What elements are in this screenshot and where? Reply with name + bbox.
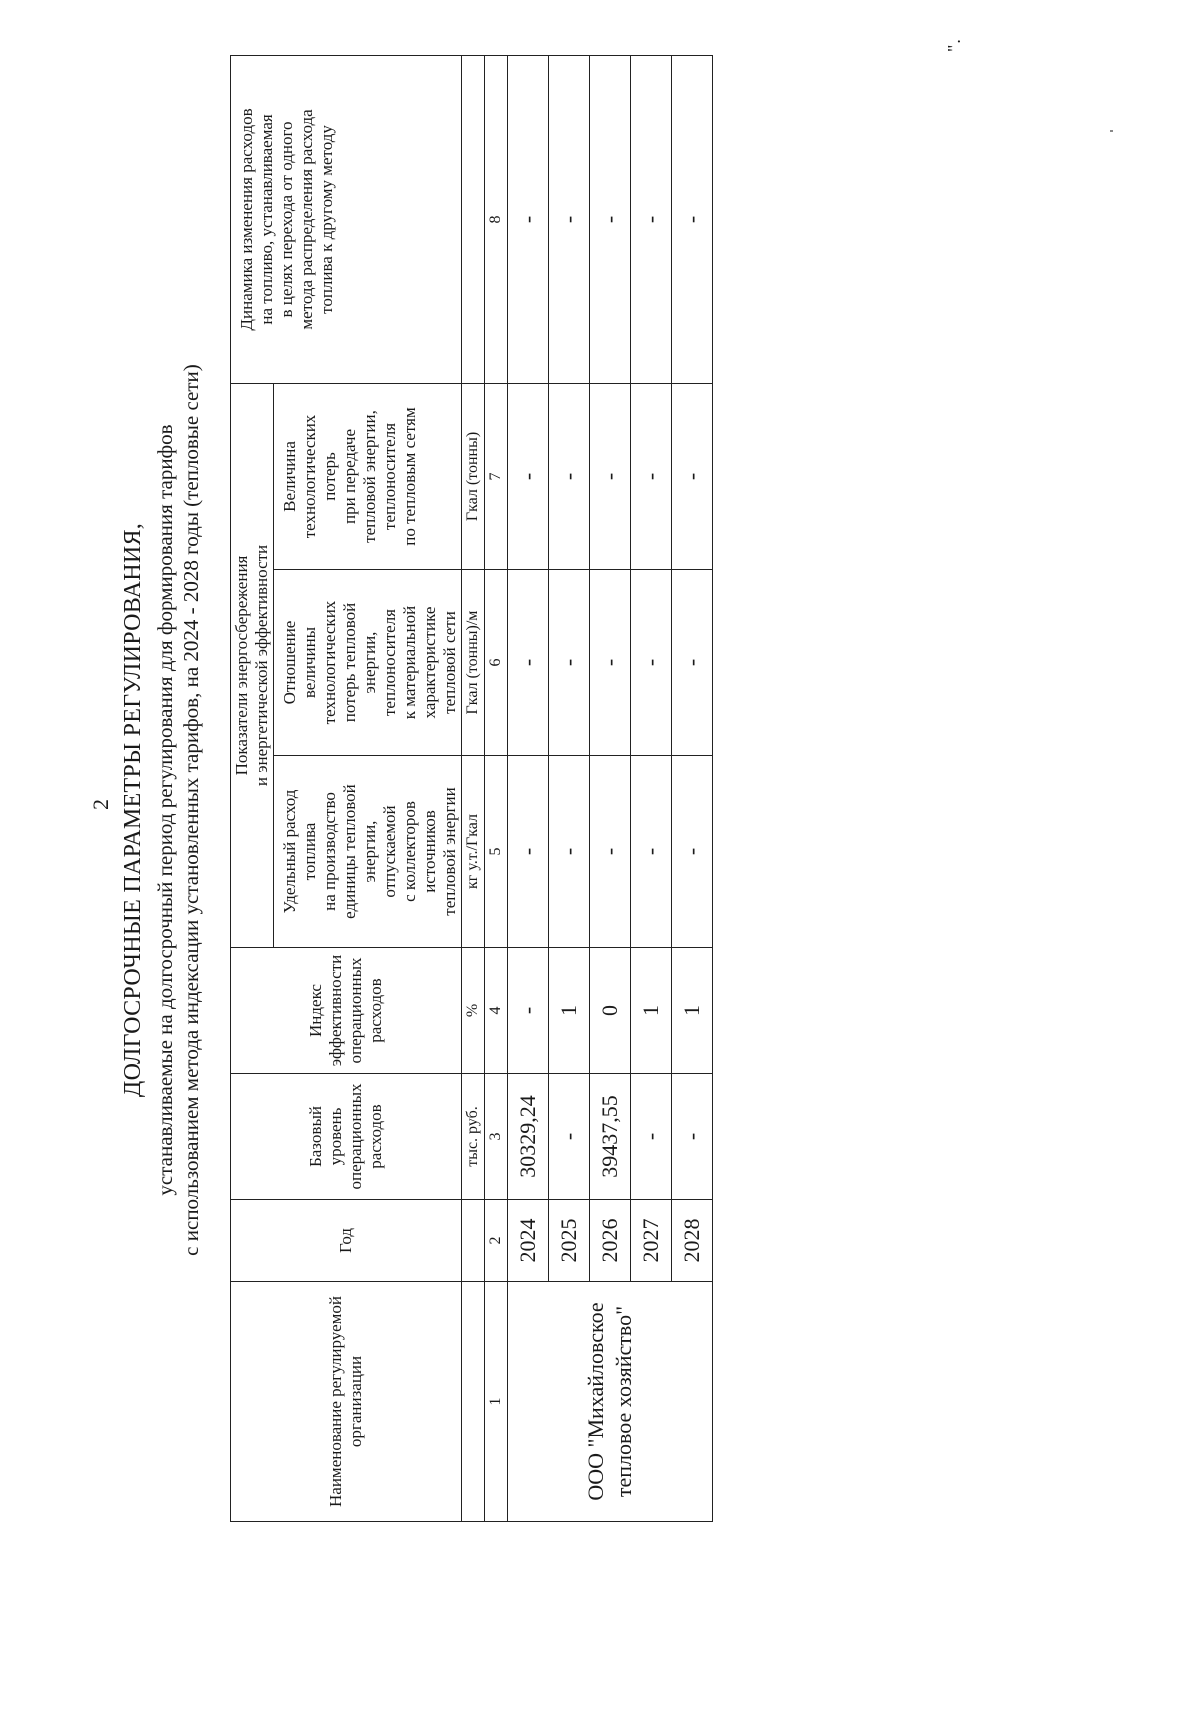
loss-ratio-cell: - [631,570,672,756]
column-number: 6 [485,570,508,756]
fuel-dynamics-cell: - [631,55,672,383]
header-efficiency-index: Индекс эффективности операционных расходов [231,948,462,1074]
header-org-name: Наименование регулируемой организации [231,1282,462,1522]
column-number: 4 [485,948,508,1074]
organization-name: ООО "Михайловское тепловое хозяйство" [508,1282,713,1522]
column-number: 7 [485,383,508,569]
loss-ratio-cell: - [590,570,631,756]
header-loss-ratio: Отношение величины технологических потерь тепловой энергии, теплоносителя к материальной характеристике тепловой сети [274,570,462,756]
base-level-cell: - [631,1074,672,1200]
header-specific-fuel: Удельный расход топлива на производство единицы тепловой энергии, отпускаемой с коллекторов источников тепловой энергии [274,756,462,948]
column-number: 2 [485,1200,508,1282]
loss-ratio-cell: - [508,570,549,756]
specific-fuel-cell: - [631,756,672,948]
column-number: 8 [485,55,508,383]
column-number: 1 [485,1282,508,1522]
unit-cell: кг у.т./Гкал [462,756,485,948]
unit-cell: % [462,948,485,1074]
unit-cell [462,1200,485,1282]
year-cell: 2024 [508,1200,549,1282]
unit-cell: Гкал (тонны) [462,383,485,569]
unit-cell: Гкал (тонны)/м [462,570,485,756]
year-cell: 2025 [549,1200,590,1282]
efficiency-index-cell: - [508,948,549,1074]
efficiency-index-cell: 1 [631,948,672,1074]
fuel-dynamics-cell: - [590,55,631,383]
year-cell: 2026 [590,1200,631,1282]
loss-ratio-cell: - [549,570,590,756]
base-level-cell: - [672,1074,713,1200]
efficiency-index-cell: 1 [549,948,590,1074]
units-row [462,55,485,1521]
base-level-cell: - [549,1074,590,1200]
column-numbers-row [485,55,508,1521]
unit-cell: тыс. руб. [462,1074,485,1200]
table-row [508,55,549,1521]
loss-value-cell: - [631,383,672,569]
loss-value-cell: - [508,383,549,569]
header-loss-value: Величина технологических потерь при передаче тепловой энергии, теплоносителя по тепловым сетям [274,383,462,569]
efficiency-index-cell: 0 [590,948,631,1074]
column-number: 5 [485,756,508,948]
base-level-cell: 30329,24 [508,1074,549,1200]
page-number: 2 [88,799,113,810]
unit-cell [462,55,485,383]
header-energy-group: Показатели энергосбережения и энергетической эффективности [231,383,274,947]
header-base-level: Базовый уровень операционных расходов [231,1074,462,1200]
efficiency-index-cell: 1 [672,948,713,1074]
specific-fuel-cell: - [549,756,590,948]
column-number: 3 [485,1074,508,1200]
header-year: Год [231,1200,462,1282]
year-cell: 2028 [672,1200,713,1282]
loss-ratio-cell: - [672,570,713,756]
specific-fuel-cell: - [508,756,549,948]
base-level-cell: 39437,55 [590,1074,631,1200]
header-fuel-dynamics: Динамика изменения расходов на топливо, устанавливаемая в целях перехода от одного метода распределения расхода топлива к другому методу [231,55,462,383]
closing-quote-mark: ". [944,38,964,52]
specific-fuel-cell: - [590,756,631,948]
unit-cell [462,1282,485,1522]
scan-speck [1110,130,1113,132]
loss-value-cell: - [672,383,713,569]
fuel-dynamics-cell: - [549,55,590,383]
fuel-dynamics-cell: - [672,55,713,383]
loss-value-cell: - [549,383,590,569]
specific-fuel-cell: - [672,756,713,948]
loss-value-cell: - [590,383,631,569]
fuel-dynamics-cell: - [508,55,549,383]
document-title: ДОЛГОСРОЧНЫЕ ПАРАМЕТРЫ РЕГУЛИРОВАНИЯ, [120,522,146,1098]
regulation-parameters-table [230,55,713,1522]
document-subtitle-line-2: с использованием метода индексации установленных тарифов, на 2024 - 2028 годы (тепловые сети) [179,364,203,1256]
year-cell: 2027 [631,1200,672,1282]
document-subtitle-line-1: устанавливаемые на долгосрочный период регулирования для формирования тарифов [153,424,177,1196]
